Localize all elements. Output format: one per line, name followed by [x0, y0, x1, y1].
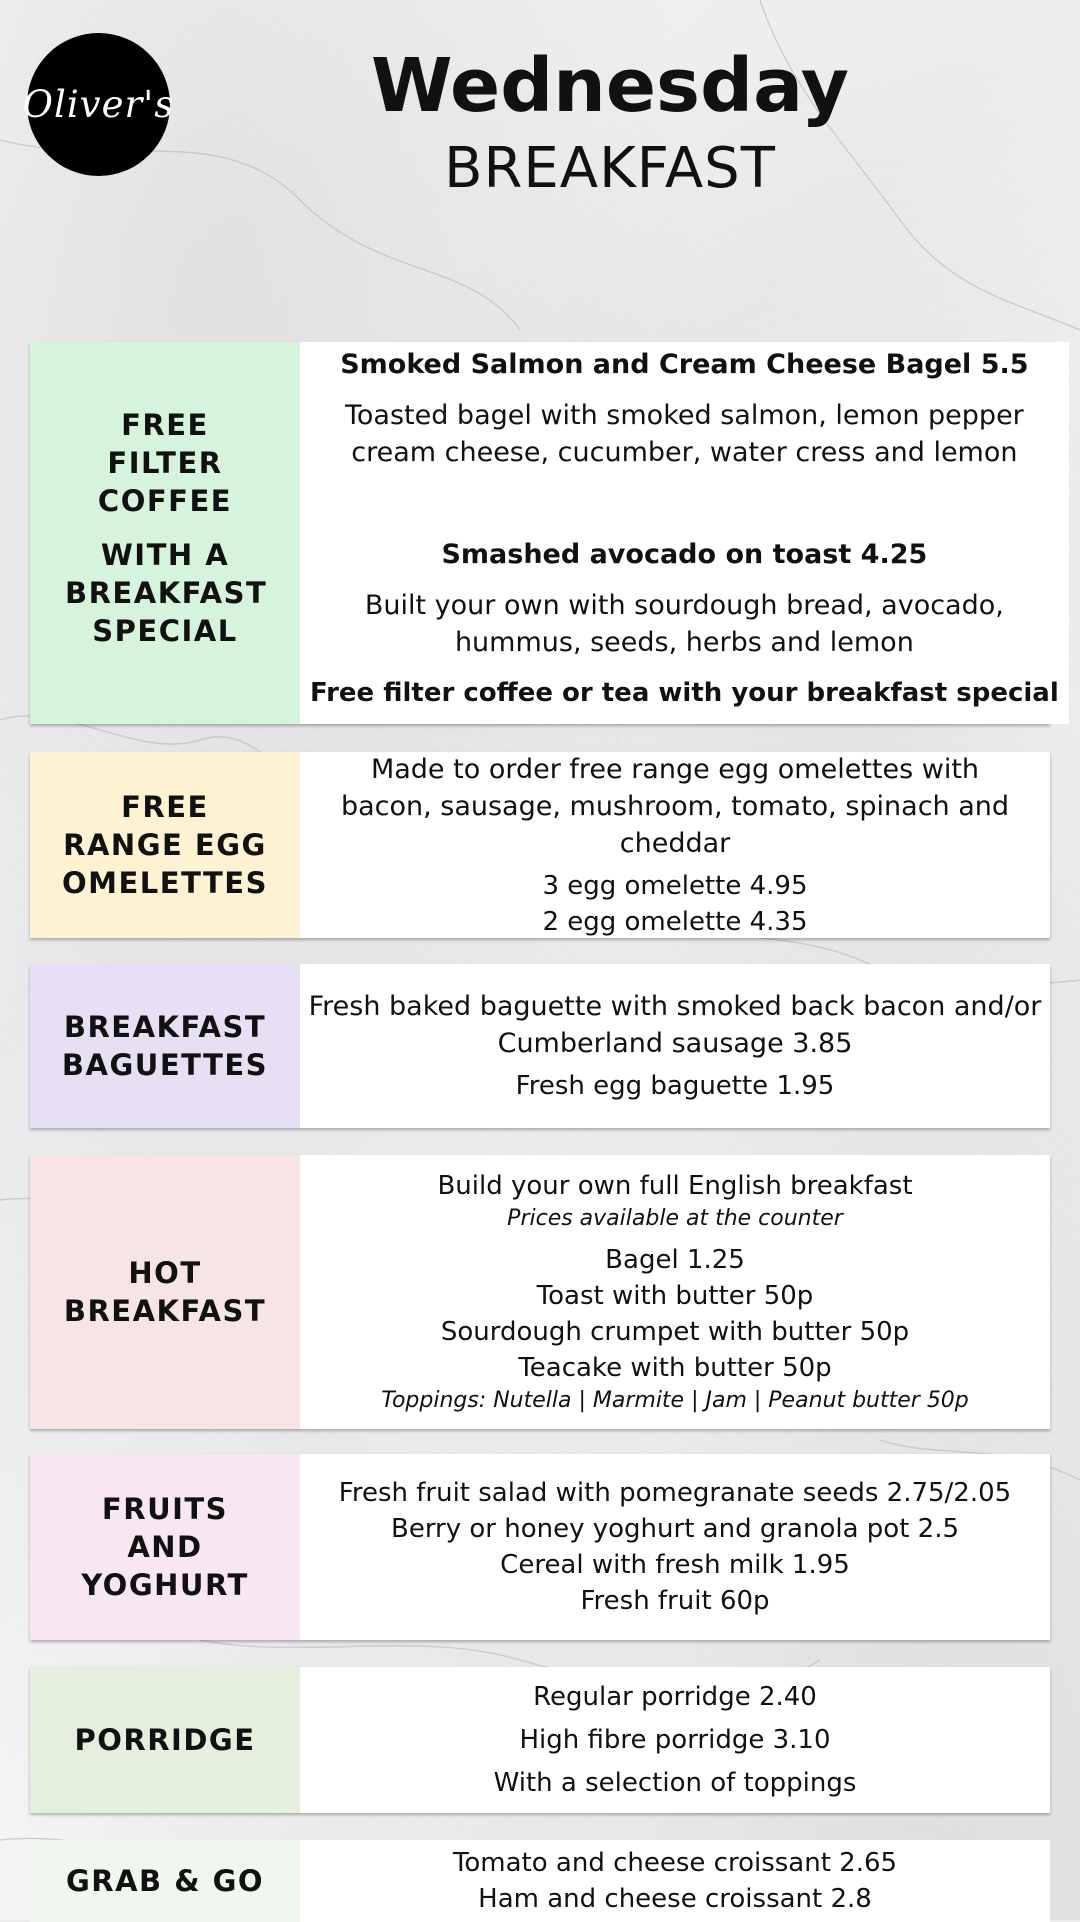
list-item: Fresh fruit salad with pomegranate seeds 2.75/2.05: [338, 1478, 1012, 1508]
item-description: Made to order free range egg omelettes with bacon, sausage, mushroom, tomato, spinach and cheddar: [340, 753, 1010, 859]
day-title: Wednesday: [371, 43, 849, 129]
label-fruits-and-yoghurt: FRUITS AND YOGHURT: [81, 1492, 249, 1602]
list-item: Regular porridge 2.40: [533, 1681, 817, 1712]
special-note: Free filter coffee or tea with your breakfast special: [310, 678, 1059, 708]
label-with-breakfast-special: WITH A BREAKFAST SPECIAL: [65, 538, 268, 648]
section-label: [30, 1840, 300, 1922]
section-breakfast-special: [30, 342, 1059, 724]
section-label: [30, 342, 300, 724]
list-item: Cereal with fresh milk 1.95: [500, 1550, 850, 1580]
label-hot-breakfast: HOT BREAKFAST: [63, 1256, 267, 1328]
list-item: Toast with butter 50p: [536, 1281, 814, 1311]
section-content: [300, 342, 1069, 724]
section-label: [30, 964, 300, 1128]
item-title: Build your own full English breakfast: [437, 1171, 913, 1201]
list-item: 2 egg omelette 4.35: [542, 906, 808, 937]
prices-note: Prices available at the counter: [507, 1206, 843, 1231]
label-free-range-egg-omelettes: FREE RANGE EGG OMELETTES: [61, 790, 269, 900]
item-title: Smoked Salmon and Cream Cheese Bagel 5.5: [340, 349, 1029, 380]
section-baguettes: [30, 964, 1050, 1128]
list-item: Teacake with butter 50p: [518, 1353, 832, 1383]
list-item: Fresh egg baguette 1.95: [515, 1071, 835, 1101]
section-content: [300, 1155, 1050, 1429]
section-content: [300, 1667, 1050, 1813]
item-description: Toasted bagel with smoked salmon, lemon pepper cream cheese, cucumber, water cress and lemon: [344, 400, 1024, 468]
section-content: [300, 964, 1050, 1128]
list-item: Sourdough crumpet with butter 50p: [440, 1317, 910, 1347]
menu-header: [0, 38, 1080, 204]
section-label: [30, 1454, 300, 1640]
list-item: High fibre porridge 3.10: [519, 1724, 831, 1755]
item-title: Smashed avocado on toast 4.25: [441, 539, 928, 570]
toppings-note: Toppings: Nutella | Marmite | Jam | Peanut butter 50p: [381, 1388, 969, 1413]
list-item: Fresh fruit 60p: [580, 1586, 770, 1616]
section-porridge: [30, 1667, 1050, 1813]
list-item: Ham and cheese croissant 2.8: [478, 1884, 872, 1914]
logo-text: Oliver's: [22, 83, 175, 126]
label-breakfast-baguettes: BREAKFAST BAGUETTES: [61, 1010, 269, 1082]
item-description: Built your own with sourdough bread, avocado, hummus, seeds, herbs and lemon: [364, 590, 1004, 658]
section-hot-breakfast: [30, 1155, 1050, 1429]
meal-title: BREAKFAST: [444, 136, 776, 201]
label-grab-and-go: GRAB & GO: [65, 1864, 265, 1898]
list-item: 3 egg omelette 4.95: [542, 870, 808, 901]
section-fruits-yoghurt: [30, 1454, 1050, 1640]
item-description: Fresh baked baguette with smoked back bacon and/or Cumberland sausage 3.85: [308, 991, 1042, 1059]
list-item: Bagel 1.25: [605, 1245, 745, 1275]
section-grab-and-go: [30, 1840, 1050, 1922]
list-item: Berry or honey yoghurt and granola pot 2.5: [390, 1514, 959, 1544]
section-content: [300, 752, 1050, 938]
section-label: [30, 1155, 300, 1429]
label-porridge: PORRIDGE: [74, 1723, 256, 1757]
list-item: Tomato and cheese croissant 2.65: [452, 1848, 898, 1878]
list-item: With a selection of toppings: [493, 1767, 857, 1798]
label-free-filter-coffee: FREE FILTER COFFEE: [97, 408, 233, 518]
section-content: [300, 1840, 1050, 1922]
section-label: [30, 752, 300, 938]
section-omelettes: [30, 752, 1050, 938]
section-label: [30, 1667, 300, 1813]
section-content: [300, 1454, 1050, 1640]
